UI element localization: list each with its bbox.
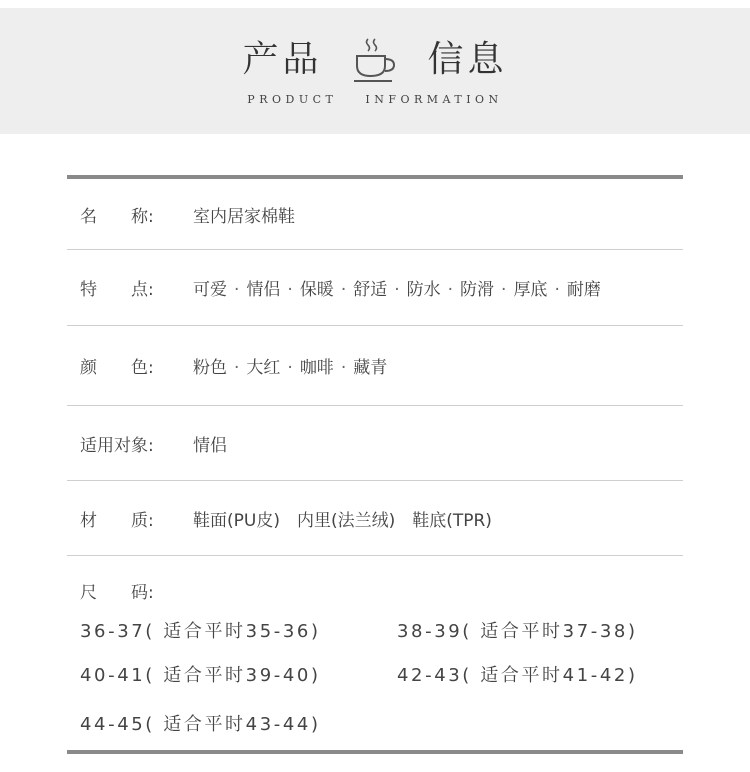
row-target <box>67 406 683 481</box>
row-label: 颜 色: <box>80 358 154 378</box>
table-bottom-rule <box>67 750 683 754</box>
row-colors <box>67 326 683 406</box>
row-name <box>67 179 683 250</box>
row-material <box>67 481 683 556</box>
product-info-table <box>67 175 683 754</box>
subtitle-right: INFORMATION <box>365 93 503 106</box>
value-item: 情侣 <box>246 280 281 300</box>
value-item: 耐磨 <box>566 280 601 300</box>
coffee-cup-icon <box>352 35 398 85</box>
value-item: 粉色 <box>193 358 227 378</box>
row-label: 名 称: <box>80 206 154 227</box>
size-item: 44-45( 适合平时43-44) <box>80 714 321 735</box>
row-value <box>193 202 683 227</box>
title-left: 产品 <box>242 39 323 80</box>
separator: · <box>501 280 507 300</box>
page-subtitle <box>0 93 750 106</box>
row-label: 适用对象: <box>80 435 154 456</box>
value-item: 防水 <box>406 280 441 300</box>
separator: · <box>287 280 293 300</box>
value-item: 情侣 <box>193 435 227 456</box>
separator: · <box>340 280 347 300</box>
value-item: 厚底 <box>513 280 548 300</box>
subtitle-left: PRODUCT <box>247 93 338 106</box>
value-item: 舒适 <box>353 280 388 300</box>
row-features <box>67 250 683 326</box>
value-item: 可爱 <box>193 280 227 300</box>
row-label: 特 点: <box>80 280 154 300</box>
value-item: 咖啡 <box>299 358 334 378</box>
value-item: 保暖 <box>299 280 334 300</box>
size-item: 36-37( 适合平时35-36) <box>80 621 321 642</box>
title-right: 信息 <box>427 39 508 80</box>
size-item: 38-39( 适合平时37-38) <box>397 621 638 642</box>
separator: · <box>287 358 293 378</box>
row-value <box>193 353 683 378</box>
row-value <box>193 275 683 300</box>
row-value <box>193 431 683 456</box>
separator: · <box>340 358 347 378</box>
separator: · <box>554 280 560 300</box>
value-item: 鞋面(PU皮) 内里(法兰绒) 鞋底(TPR) <box>193 510 492 531</box>
row-value <box>193 506 683 531</box>
separator: · <box>234 358 240 378</box>
page-title <box>0 30 750 86</box>
value-item: 大红 <box>246 358 281 378</box>
size-item: 40-41( 适合平时39-40) <box>80 665 321 686</box>
value-item: 藏青 <box>353 358 388 378</box>
value-item: 防滑 <box>460 280 495 300</box>
size-label: 尺 码: <box>80 583 154 603</box>
separator: · <box>234 280 240 300</box>
row-label: 材 质: <box>80 510 154 531</box>
separator: · <box>394 280 400 300</box>
separator: · <box>447 280 454 300</box>
size-item: 42-43( 适合平时41-42) <box>397 665 638 686</box>
size-section <box>67 556 683 750</box>
value-item: 室内居家棉鞋 <box>193 206 295 227</box>
